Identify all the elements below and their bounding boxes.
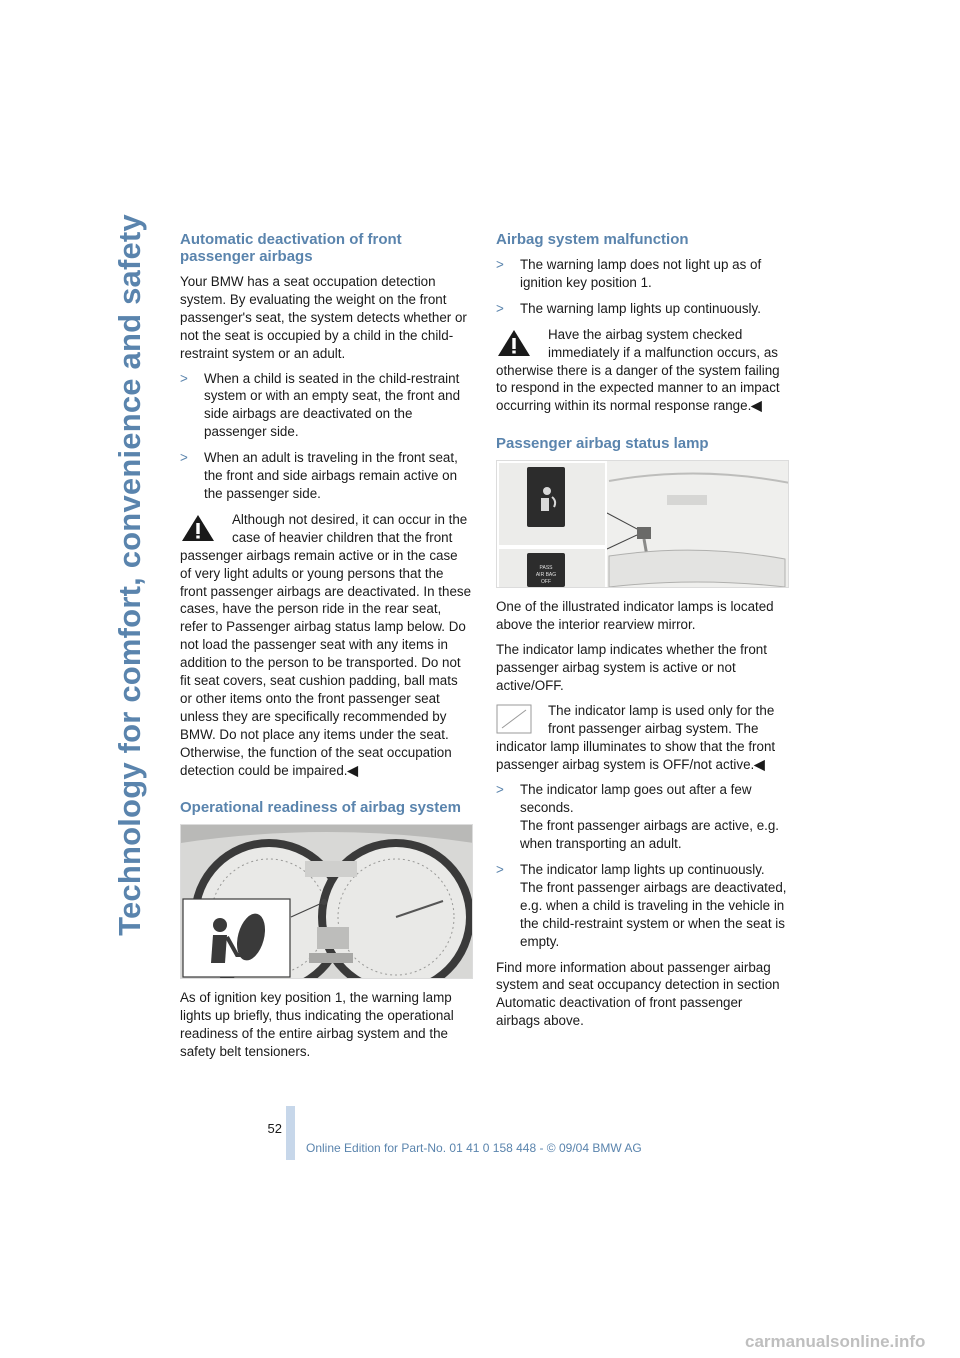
end-marker: ◀ bbox=[754, 756, 765, 772]
list-item bbox=[496, 861, 788, 951]
chapter-title-text: Technology for comfort, convenience and safety bbox=[112, 214, 148, 936]
warning-text: Although not desired, it can occur in the case of heavier children that the front passenger airbags remain active or in the case of very light adults or young persons that the front passenger airbags are deactivated. In these cases, have the person ride in the rear seat, refer to Passenger airbag status lamp below. Do not load the passenger seat with any items in addition to the person to be transported. Do not fit seat covers, seat cushion padding, ball mats or other items onto the front passenger seat unless they are specifically recommended by BMW. Do not place any items under the seat. Otherwise, the function of the seat occupation detection could be impaired. bbox=[180, 511, 472, 778]
chapter-side-title bbox=[105, 214, 155, 936]
list-item bbox=[496, 300, 788, 318]
list-item-text: The warning lamp does not light up as of ignition key position 1. bbox=[520, 257, 762, 290]
instrument-cluster-figure bbox=[180, 824, 473, 979]
status-lamp-p1: One of the illustrated indicator lamps is located above the interior rearview mirror. bbox=[496, 599, 774, 633]
list-item-subtext: The front passenger airbags are deactivated, e.g. when a child is traveling in the vehicle in the child-restraint system or when the seat is empty. bbox=[520, 879, 787, 949]
warning-note bbox=[180, 511, 472, 780]
list-item bbox=[180, 370, 472, 442]
warning-text: Have the airbag system checked immediately if a malfunction occurs, as otherwise there is a danger of the system failing to respond in the expected manner to an impact occurring within its normal response range. bbox=[496, 326, 780, 414]
left-column bbox=[180, 231, 472, 1068]
heading-readiness: Operational readiness of airbag system bbox=[180, 799, 461, 817]
watermark: carmanualsonline.info bbox=[745, 1332, 926, 1351]
status-lamp-p2: The indicator lamp indicates whether the front passenger airbag system is active or not active/OFF. bbox=[496, 642, 767, 693]
heading-status-lamp: Passenger airbag status lamp bbox=[496, 435, 709, 453]
readiness-text: As of ignition key position 1, the warning lamp lights up briefly, thus indicating the operational readiness of the entire airbag system and the safety belt tensioners. bbox=[180, 990, 454, 1060]
list-marker: > bbox=[496, 782, 504, 798]
list-marker: > bbox=[496, 300, 504, 316]
page-number: 52 bbox=[267, 1121, 282, 1136]
note-icon bbox=[496, 704, 532, 734]
list-item bbox=[496, 781, 788, 853]
list-item-subtext: The front passenger airbags are active, e.g. when transporting an adult. bbox=[520, 818, 780, 852]
auto-deactivation-intro: Your BMW has a seat occupation detection system. By evaluating the weight on the front passenger's seat, the system detects whether or not the seat is occupied by a child in the child-restraint system or an adult. bbox=[180, 274, 467, 361]
list-item-text: The warning lamp lights up continuously. bbox=[520, 300, 761, 316]
footer-edition-text: Online Edition for Part-No. 01 41 0 158 448 - © 09/04 BMW AG bbox=[306, 1141, 642, 1155]
heading-malfunction: Airbag system malfunction bbox=[496, 231, 689, 248]
list-item-text: The indicator lamp lights up continuously. bbox=[520, 862, 765, 878]
list-marker: > bbox=[496, 257, 504, 272]
list-item bbox=[180, 449, 472, 503]
heading-auto-deactivation: Automatic deactivation of front passenger airbags bbox=[180, 231, 402, 265]
lamp-label-line: OFF bbox=[541, 579, 551, 586]
footer-bar bbox=[286, 1106, 295, 1160]
end-marker: ◀ bbox=[347, 762, 358, 778]
lamp-label-line: PASS bbox=[539, 565, 553, 572]
warning-triangle-icon bbox=[180, 513, 216, 543]
info-note bbox=[496, 702, 788, 774]
list-item-text: When a child is seated in the child-restraint system or with an empty seat, the front and side airbags are deactivated on the passenger side. bbox=[204, 370, 461, 440]
mirror-illustration bbox=[497, 461, 789, 588]
end-marker: ◀ bbox=[751, 398, 762, 414]
note-text: The indicator lamp is used only for the front passenger airbag system. The indicator lamp illuminates to show that the front passenger airbag system is OFF/not active. bbox=[496, 702, 776, 772]
list-marker: > bbox=[180, 370, 188, 386]
warning-note bbox=[496, 326, 788, 416]
list-marker: > bbox=[496, 862, 504, 878]
warning-triangle-icon bbox=[496, 328, 532, 358]
instrument-cluster-illustration bbox=[181, 825, 473, 979]
list-item-text: When an adult is traveling in the front seat, the front and side airbags remain active on the passenger side. bbox=[204, 450, 458, 501]
more-info-text: Find more information about passenger airbag system and seat occupancy detection in section Automatic deactivation of front passenger airbags above. bbox=[496, 959, 780, 1029]
right-column bbox=[496, 231, 788, 1037]
list-marker: > bbox=[180, 450, 188, 466]
list-item bbox=[496, 256, 788, 292]
rearview-mirror-figure bbox=[496, 460, 789, 588]
list-item-text: The indicator lamp goes out after a few seconds. bbox=[520, 782, 752, 816]
lamp-label-line: AIR BAG bbox=[535, 572, 557, 579]
